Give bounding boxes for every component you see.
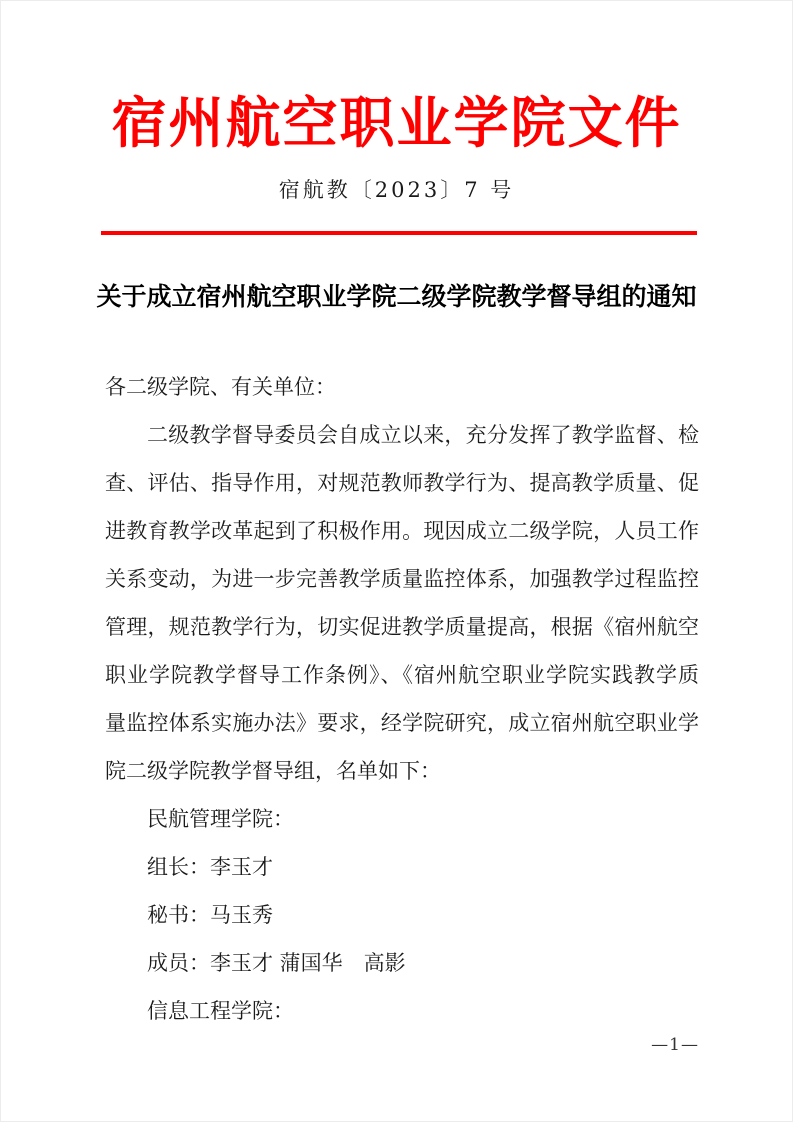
paragraph-line: 查、评估、指导作用，对规范教师教学行为、提高教学质量、促 [105,471,699,495]
roster-line-members: 成员：李玉才 蒲国华 高影 [147,951,406,975]
doc-number: 宿航教〔2023〕7 号 [278,178,515,202]
paragraph-line: 职业学院教学督导工作条例》、《宿州航空职业学院实践教学质 [105,663,699,687]
paragraph-line: 院二级学院教学督导组，名单如下： [105,759,441,783]
roster-line-leader: 组长：李玉才 [147,855,273,879]
roster-line-secretary: 秘书：马玉秀 [147,903,273,927]
roster-line-department: 民航管理学院： [147,807,294,831]
page-number: —1— [651,1035,699,1055]
letterhead-divider-rule [101,231,697,235]
paragraph-line: 进教育教学改革起到了积极作用。现因成立二级学院，人员工作 [105,519,699,543]
paragraph-line: 管理，规范教学行为，切实促进教学质量提高，根据《宿州航空 [105,615,699,639]
paragraph-line: 二级教学督导委员会自成立以来，充分发挥了教学监督、检 [147,423,699,447]
paragraph-line: 量监控体系实施办法》要求，经学院研究，成立宿州航空职业学 [105,711,699,735]
salutation-line: 各二级学院、有关单位： [105,375,336,399]
roster-line-department: 信息工程学院： [147,999,294,1023]
document-body [1,363,792,1035]
letterhead-org-title: 宿州航空职业学院文件 [111,90,682,155]
paragraph-line: 关系变动，为进一步完善教学质量监控体系，加强教学过程监控 [105,567,699,591]
document-subject-title: 关于成立宿州航空职业学院二级学院教学督导组的通知 [96,282,697,311]
